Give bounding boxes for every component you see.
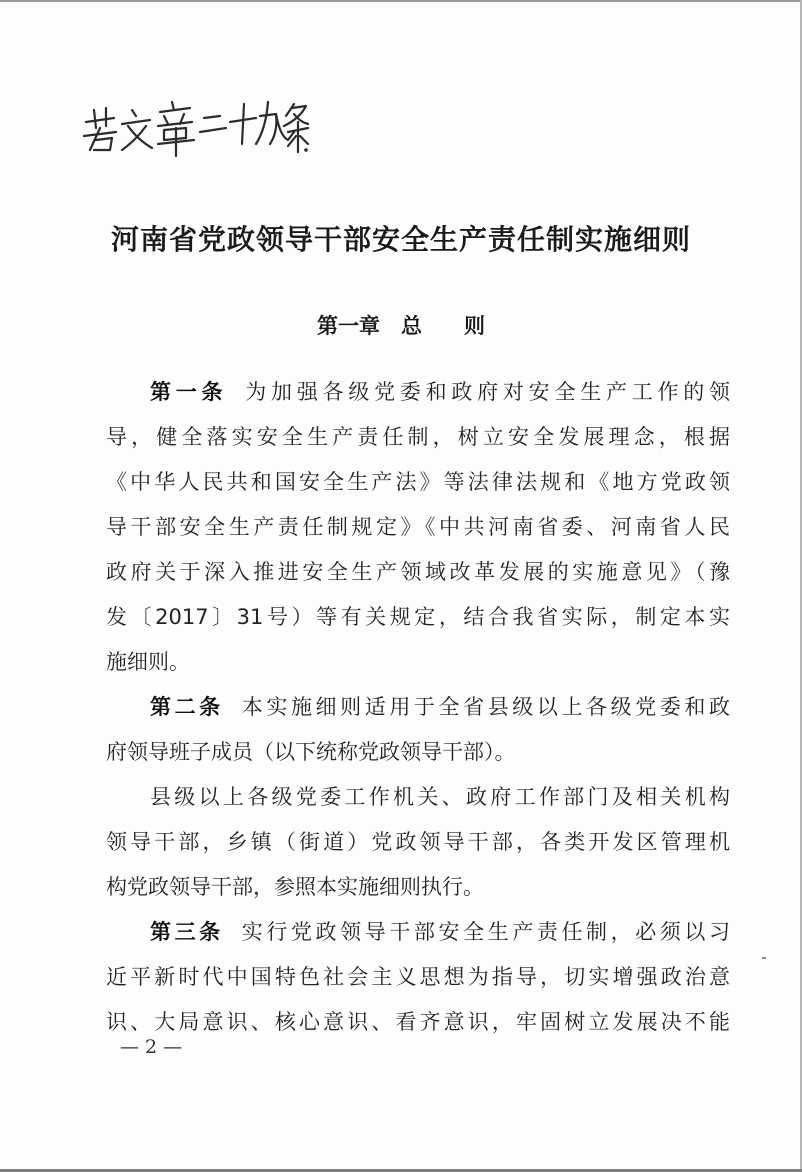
text-line: 府领导班子成员（以下统称党政领导干部）。 <box>106 740 516 764</box>
handwritten-annotation <box>80 92 310 158</box>
text-line <box>106 910 730 955</box>
document-title: 河南省党政领导干部安全生产责任制实施细则 <box>110 223 691 256</box>
text-run: 实行党政领导干部安全生产责任制，必须以习 <box>241 920 731 944</box>
scan-speck <box>762 957 766 959</box>
text-line: 构党政领导干部，参照本实施细则执行。 <box>106 875 484 899</box>
text-line: 导干部安全生产责任制规定》《中共河南省委、河南省人民 <box>106 515 730 539</box>
chapter-heading: 第一章 总 则 <box>317 314 485 338</box>
text-line: 县级以上各级党委工作机关、政府工作部门及相关机构 <box>150 785 730 809</box>
text-line <box>106 370 730 415</box>
text-run: 为加强各级党委和政府对安全生产工作的领 <box>245 380 731 404</box>
page-number: — 2 — <box>120 1036 183 1058</box>
text-line: 施细则。 <box>106 650 190 674</box>
text-line <box>106 685 730 730</box>
article-label: 第一条 <box>150 380 228 404</box>
text-line: 导，健全落实安全生产责任制，树立安全发展理念，根据 <box>106 425 730 449</box>
text-line: 领导干部，乡镇（街道）党政领导干部，各类开发区管理机 <box>106 830 730 854</box>
article-label: 第三条 <box>150 920 224 944</box>
article-label: 第二条 <box>150 695 224 719</box>
text-line: 政府关于深入推进安全生产领域改革发展的实施意见》（豫 <box>106 560 730 584</box>
text-line: 识、大局意识、核心意识、看齐意识，牢固树立发展决不能 <box>106 1010 730 1034</box>
scan-edge-top <box>0 0 802 2</box>
text-run: 本实施细则适用于全省县级以上各级党委和政 <box>241 695 731 719</box>
text-line: 发〔2017〕31号）等有关规定，结合我省实际，制定本实 <box>106 605 730 629</box>
text-line: 近平新时代中国特色社会主义思想为指导，切实增强政治意 <box>106 965 730 989</box>
document-body <box>106 370 730 1045</box>
text-line: 《中华人民共和国安全生产法》等法律法规和《地方党政领 <box>106 470 730 494</box>
